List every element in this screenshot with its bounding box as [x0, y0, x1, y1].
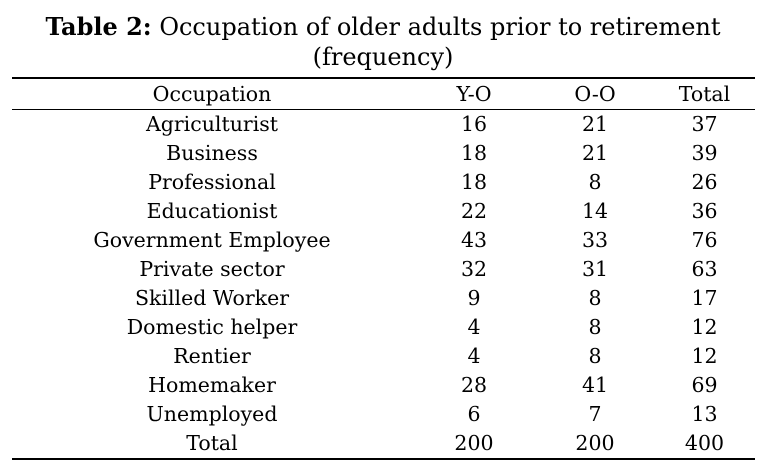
cell-total: 37: [691, 112, 718, 136]
table-row: [12, 139, 755, 168]
cell-total: 12: [691, 344, 718, 368]
cell-total: 26: [691, 170, 718, 194]
cell-o-o: 8: [588, 315, 602, 339]
cell-occupation: Business: [166, 141, 258, 165]
table-row: [12, 197, 755, 226]
cell-y-o: 16: [460, 112, 488, 136]
cell-occupation: Homemaker: [148, 373, 276, 397]
cell-occupation: Professional: [148, 170, 276, 194]
cell-y-o: 6: [467, 402, 481, 426]
table-caption: [0, 12, 766, 72]
cell-total: 13: [691, 402, 718, 426]
cell-y-o: 22: [460, 199, 488, 223]
cell-o-o: 7: [588, 402, 602, 426]
table-row: [12, 255, 755, 284]
cell-y-o: 9: [467, 286, 481, 310]
caption-label: Table 2:: [45, 12, 152, 41]
cell-o-o: 31: [581, 257, 609, 281]
cell-y-o: 200: [412, 429, 536, 459]
cell-total: 12: [691, 315, 718, 339]
table-row: [12, 168, 755, 197]
cell-o-o: 200: [536, 429, 654, 459]
cell-occupation: Skilled Worker: [134, 286, 290, 310]
header-y-o: Y-O: [412, 78, 536, 110]
header-o-o: O-O: [536, 78, 654, 110]
cell-occupation: Educationist: [146, 199, 278, 223]
cell-y-o: 4: [467, 344, 481, 368]
cell-y-o: 4: [467, 315, 481, 339]
cell-o-o: 33: [581, 228, 609, 252]
cell-occupation: Unemployed: [146, 402, 278, 426]
cell-total: 76: [691, 228, 718, 252]
cell-total: 17: [691, 286, 718, 310]
header-occupation: Occupation: [12, 78, 412, 110]
table-total-row: [12, 429, 755, 459]
cell-y-o: 43: [460, 228, 488, 252]
caption-line-2: (frequency): [312, 43, 454, 71]
cell-y-o: 18: [460, 141, 488, 165]
cell-y-o: 18: [460, 170, 488, 194]
table-row: [12, 284, 755, 313]
table-body: [12, 110, 755, 460]
caption-line-1: [0, 12, 766, 42]
cell-y-o: 32: [460, 257, 488, 281]
cell-y-o: 28: [460, 373, 488, 397]
cell-o-o: 14: [581, 199, 609, 223]
header-total: Total: [654, 78, 755, 110]
cell-total: 36: [691, 199, 718, 223]
table-row: [12, 342, 755, 371]
cell-o-o: 8: [588, 170, 602, 194]
table-row: [12, 371, 755, 400]
cell-o-o: 8: [588, 344, 602, 368]
table-row: [12, 110, 755, 140]
cell-o-o: 21: [581, 141, 609, 165]
cell-occupation: Total: [12, 429, 412, 459]
cell-o-o: 8: [588, 286, 602, 310]
cell-occupation: Domestic helper: [126, 315, 298, 339]
table-row: [12, 313, 755, 342]
cell-o-o: 21: [581, 112, 609, 136]
cell-total: 39: [691, 141, 718, 165]
cell-occupation: Private sector: [139, 257, 285, 281]
cell-total: 69: [691, 373, 718, 397]
table-row: [12, 400, 755, 429]
table-header-row: [12, 78, 755, 110]
cell-o-o: 41: [581, 373, 609, 397]
table-row: [12, 226, 755, 255]
cell-total: 63: [691, 257, 718, 281]
cell-occupation: Government Employee: [93, 228, 331, 252]
occupation-table: [12, 77, 755, 460]
caption-title: Occupation of older adults prior to retirement: [159, 13, 721, 41]
cell-occupation: Rentier: [173, 344, 251, 368]
cell-occupation: Agriculturist: [145, 112, 279, 136]
cell-total: 400: [654, 429, 755, 459]
